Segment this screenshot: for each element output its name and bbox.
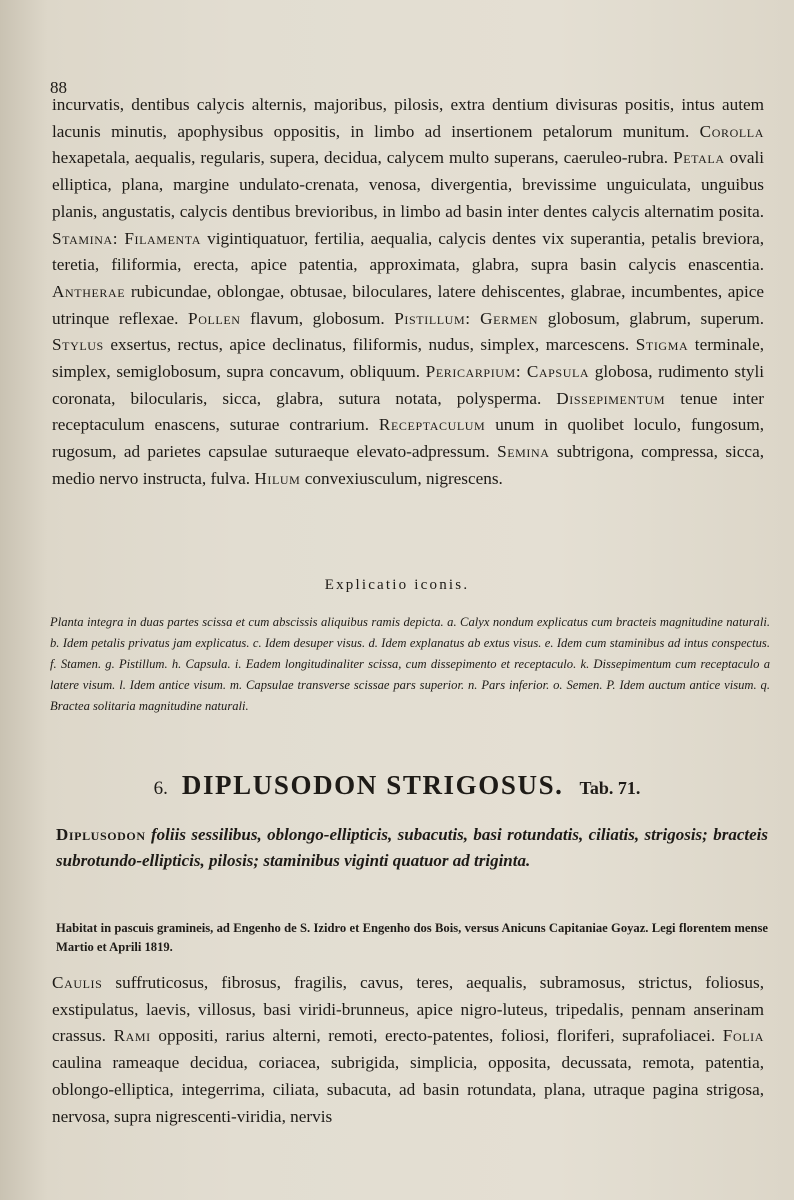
term-small-caps: Dissepimentum (556, 388, 666, 408)
diagnosis-text: foliis sessilibus, oblongo-ellipticis, subacutis, basi rotundatis, ciliatis, strigosis; bracteis subrotundo-ellipticis, pilosis; staminibus viginti quatuor ad triginta. (56, 825, 768, 870)
text-run: caulina rameaque decidua, coriacea, subrigida, simplicia, opposita, decussata, remota, patentia, oblongo-elliptica, integerrima, ciliata, subacuta, ad basin rotundata, plana, utraque pagina strigosa, nervosa, supra nigrescenti-viridia, nervis (52, 1053, 764, 1126)
term-small-caps: Petala (673, 148, 725, 168)
stem-description-paragraph (52, 970, 764, 1130)
term-small-caps: Stigma (635, 335, 689, 355)
term-small-caps: Germen (480, 308, 539, 328)
term-small-caps: Stylus (52, 335, 104, 355)
text-run: rubicundae, oblongae, obtusae, biloculares, latere dehiscentes, glabrae, incumbentes, apice utrinque reflexae. (52, 281, 764, 328)
plate-reference: Tab. 71. (579, 778, 641, 798)
term-small-caps: Semina (497, 442, 550, 462)
term-small-caps: Pericarpium: (425, 362, 522, 382)
term-small-caps: Rami (113, 1026, 151, 1046)
text-run: suffruticosus, fibrosus, fragilis, cavus, teres, aequalis, subramosus, strictus, foliosus, exstipulatus, laevis, villosus, basi viridi-brunneus, apice nigro-luteus, tripedalis, pennam anserinam crassus. (52, 973, 764, 1046)
term-small-caps: Caulis (52, 973, 103, 992)
text-run: subtrigona, compressa, sicca, medio nervo instructa, fulva. (52, 442, 764, 488)
species-heading (0, 770, 794, 801)
diagnosis-genus: Diplusodon (56, 825, 146, 844)
term-small-caps: Hilum (254, 468, 301, 488)
term-small-caps: Stamina: (52, 228, 119, 248)
text-run: flavum, globosum. (240, 308, 395, 328)
text-run: exsertus, rectus, apice declinatus, filiformis, nudus, simplex, marcescens. (103, 335, 636, 355)
text-run: globosum, glabrum, superum. (538, 308, 764, 328)
text-run: hexapetala, aequalis, regularis, supera, decidua, calycem multo superans, caeruleo-rubra. (52, 148, 674, 168)
species-name: DIPLUSODON STRIGOSUS. (181, 770, 564, 800)
text-run (471, 309, 481, 328)
text-run: tenue inter receptaculum enascens, suturae contrarium. (52, 388, 764, 435)
text-run: convexiusculum, nigrescens. (300, 468, 503, 488)
text-run: unum in quolibet loculo, fungosum, rugosum, ad parietes capsulae suturaeque elevato-adpressum. (52, 415, 764, 462)
species-number: 6. (153, 778, 168, 799)
text-run: vigintiquatuor, fertilia, aequalia, calycis dentes vix superantia, petalis breviora, teretia, filiformia, erecta, apice patentia, approximata, glabra, supra basin calycis enascentia. (52, 228, 765, 275)
term-small-caps: Capsula (526, 362, 590, 382)
text-run: incurvatis, dentibus calycis alternis, majoribus, pilosis, extra dentium divisuras positis, intus autem lacunis minutis, apophysibus oppositis, in limbo ad insertionem petalorum munitum. (52, 95, 764, 141)
description-paragraph (52, 92, 764, 493)
text-run: globosa, rudimento styli coronata, bilocularis, sicca, glabra, sutura notata, polysperma. (52, 362, 764, 408)
explicatio-text: Planta integra in duas partes scissa et cum abscissis aliquibus ramis depicta. a. Calyx nondum explicatus cum bracteis magnitudine naturali. b. Idem petalis privatus jam explicatus. c. Idem desuper visus. d. Idem explanatus ab extus visus. e. Idem cum staminibus ad intus conspectus. f. Stamen. g. Pistillum. h. Capsula. i. Eadem longitudinaliter scissa, cum dissepimento et receptaculo. k. Dissepimentum cum receptaculo a latere visum. l. Idem antice visum. m. Capsulae transverse scissae pars superior. n. Pars inferior. o. Semen. P. Idem auctum antice visum. q. Bractea solitaria magnitudine naturali. (50, 615, 770, 713)
term-small-caps: Folia (722, 1026, 764, 1046)
term-small-caps: Pollen (188, 308, 241, 328)
term-small-caps: Pistillum: (394, 308, 471, 328)
page-number: 88 (50, 78, 67, 97)
species-diagnosis (56, 822, 768, 874)
term-small-caps: Receptaculum (378, 415, 486, 435)
explicatio-title: Explicatio iconis. (324, 577, 470, 593)
text-run: terminale, simplex, semiglobosum, supra concavum, obliquum. (52, 335, 764, 382)
term-small-caps: Antherae (52, 281, 126, 301)
text-run: ovali elliptica, plana, margine undulato-crenata, venosa, divergentia, brevissime unguiculata, unguibus planis, angustatis, calycis dentibus brevioribus, in limbo ad basin inter dentes calycis alternatim posita. (52, 148, 765, 221)
term-small-caps: Filamenta (124, 228, 201, 248)
text-run: oppositi, rarius alterni, remoti, erecto-patentes, foliosi, floriferi, suprafoliacei. (150, 1026, 723, 1046)
term-small-caps: Corolla (699, 121, 764, 141)
habitat-note: Habitat in pascuis gramineis, ad Engenho de S. Izidro et Engenho dos Bois, versus Anicuns Capitaniae Goyaz. Legi florentem mense Martio et Aprili 1819. (56, 921, 768, 954)
